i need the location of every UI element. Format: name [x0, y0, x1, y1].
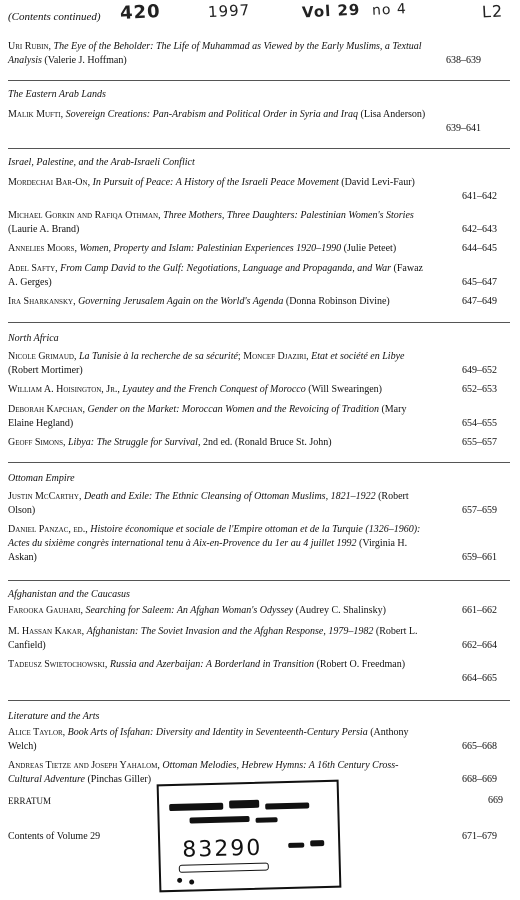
section-divider — [8, 322, 510, 323]
stamp-dot — [189, 879, 194, 884]
page-range: 662–664 — [462, 640, 497, 651]
stamp-smudge — [265, 802, 309, 809]
section-heading: Israel, Palestine, and the Arab-Israeli Conflict — [8, 157, 195, 168]
toc-entry: Michael Gorkin and Rafiqa Othman, Three Mothers, Three Daughters: Palestinian Women's Stories (Laurie A. Brand) — [8, 210, 414, 235]
toc-entry: M. Hassan Kakar, Afghanistan: The Soviet Invasion and the Afghan Response, 1979–1982 (Robert L. Canfield) — [8, 626, 418, 651]
stamp-smudge — [256, 817, 278, 823]
section-heading: The Eastern Arab Lands — [8, 89, 106, 100]
stamp-smudge — [189, 816, 249, 824]
handwritten-note: L2 — [481, 1, 504, 22]
page-range: 654–655 — [462, 418, 497, 429]
section-divider — [8, 700, 510, 701]
stamp-smudge — [288, 843, 304, 848]
stamp-underline — [179, 862, 269, 872]
toc-entry: Alice Taylor, Book Arts of Isfahan: Diversity and Identity in Seventeenth-Century Persia (Anthony Welch) — [8, 727, 409, 752]
toc-entry: Malik Mufti, Sovereign Creations: Pan-Arabism and Political Order in Syria and Iraq (Lisa Anderson) — [8, 109, 426, 120]
toc-entry: Ira Sharkansky, Governing Jerusalem Again on the World's Agenda (Donna Robinson Divine) — [8, 296, 390, 307]
handwritten-note: no 4 — [371, 1, 408, 19]
page-range: 664–665 — [462, 673, 497, 684]
toc-entry: Mordechai Bar-On, In Pursuit of Peace: A History of the Israeli Peace Movement (David Levi-Faur) — [8, 177, 415, 188]
page-range: 645–647 — [462, 277, 497, 288]
toc-entry: Geoff Simons, Libya: The Struggle for Survival, 2nd ed. (Ronald Bruce St. John) — [8, 437, 332, 448]
stamp-smudge — [229, 800, 259, 809]
section-heading: Afghanistan and the Caucasus — [8, 589, 130, 600]
stamp-number: 83290 — [182, 835, 263, 863]
page-range: 639–641 — [446, 123, 481, 134]
handwritten-note: 1997 — [207, 0, 251, 22]
toc-entry: Farooka Gauhari, Searching for Saleem: An Afghan Woman's Odyssey (Audrey C. Shalinsky) — [8, 605, 386, 616]
page-range: 655–657 — [462, 437, 497, 448]
toc-entry: Annelies Moors, Women, Property and Islam: Palestinian Experiences 1920–1990 (Julie Peteet) — [8, 243, 397, 254]
page-range: 661–662 — [462, 605, 497, 616]
page-range: 638–639 — [446, 55, 481, 66]
handwritten-note: 420 — [119, 0, 162, 25]
toc-entry: Daniel Panzac, ed., Histoire économique et sociale de l'Empire ottoman et de la Turquie (1326–1960): Actes du sixième congrès international tenu à Aix-en-Provence du 1er au 4 juillet 1992 (Virginia H. Askan) — [8, 524, 421, 563]
page-range: 642–643 — [462, 224, 497, 235]
toc-entry: Nicole Grimaud, La Tunisie à la recherche de sa sécurité; Moncef Djaziri, Etat et société en Libye (Robert Mortimer) — [8, 351, 405, 376]
section-divider — [8, 462, 510, 463]
toc-entry: Tadeusz Swietochowski, Russia and Azerbaijan: A Borderland in Transition (Robert O. Freedman) — [8, 659, 406, 670]
page-range: 652–653 — [462, 384, 497, 395]
page-range: 647–649 — [462, 296, 497, 307]
page-range: 649–652 — [462, 365, 497, 376]
page-range: 668–669 — [462, 774, 497, 785]
stamp-smudge — [169, 803, 223, 811]
page-range: 641–642 — [462, 191, 497, 202]
section-divider — [8, 580, 510, 581]
stamp-smudge — [310, 840, 324, 846]
toc-entry: William A. Hoisington, Jr., Lyautey and the French Conquest of Morocco (Will Swearingen) — [8, 384, 382, 395]
toc-entry: Uri Rubin, The Eye of the Beholder: The Life of Muhammad as Viewed by the Early Muslims, a Textual Analysis (Valerie J. Hoffman) — [8, 41, 422, 66]
section-divider — [8, 80, 510, 81]
section-heading: Literature and the Arts — [8, 711, 100, 722]
page-range: 659–661 — [462, 552, 497, 563]
toc-entry: Justin McCarthy, Death and Exile: The Ethnic Cleansing of Ottoman Muslims, 1821–1922 (Robert Olson) — [8, 491, 409, 516]
page-range: 657–659 — [462, 505, 497, 516]
toc-entry: Adel Safty, From Camp David to the Gulf: Negotiations, Language and Propaganda, and War (Fawaz A. Gerges) — [8, 263, 423, 288]
page-range: 644–645 — [462, 243, 497, 254]
section-heading: North Africa — [8, 333, 59, 344]
handwritten-note: Vol 29 — [301, 0, 361, 22]
contents-continued: (Contents continued) — [8, 11, 101, 23]
section-divider — [8, 148, 510, 149]
section-heading: Ottoman Empire — [8, 473, 75, 484]
volume-contents-label: Contents of Volume 29 — [8, 831, 101, 842]
toc-entry: Andreas Tietze and Joseph Yahalom, Ottoman Melodies, Hebrew Hymns: A 16th Century Cross-Cultural Adventure (Pinchas Giller) — [8, 760, 399, 785]
erratum-label: ERRATUM — [8, 796, 52, 806]
stamp-dot — [177, 878, 182, 883]
page-range: 671–679 — [462, 831, 497, 842]
page-range: 665–668 — [462, 741, 497, 752]
toc-entry: Deborah Kapchan, Gender on the Market: Moroccan Women and the Revoicing of Tradition (Mary Elaine Hegland) — [8, 404, 407, 429]
page-range: 669 — [488, 795, 503, 806]
library-stamp — [157, 780, 342, 893]
